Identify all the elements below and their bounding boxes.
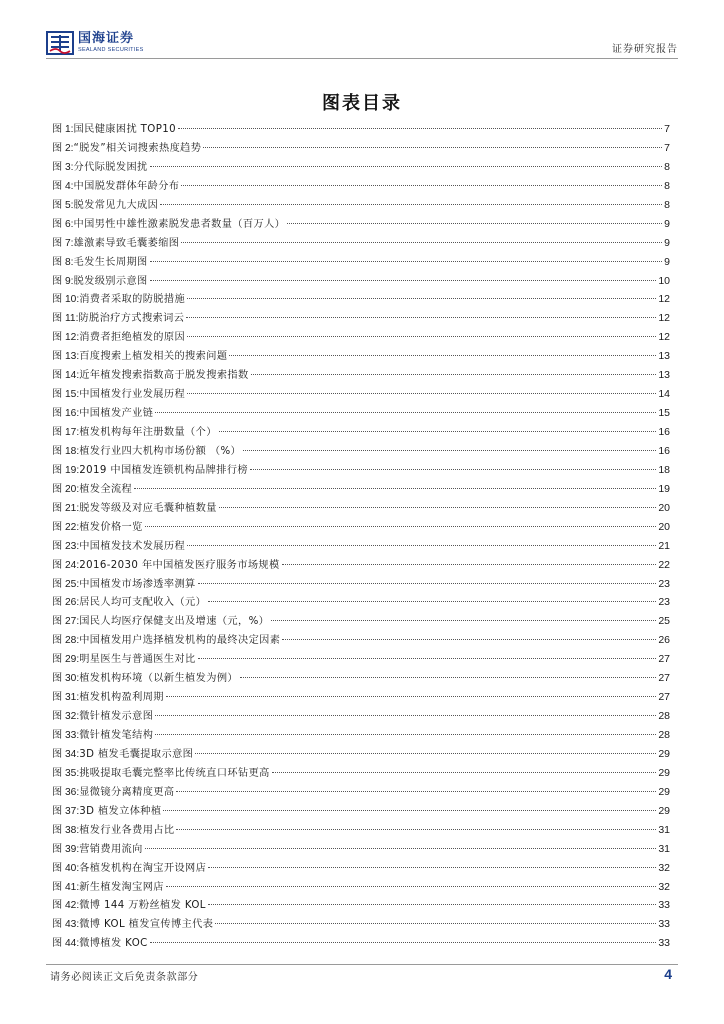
toc-page-number: 27 (658, 672, 670, 685)
toc-figure-number: 图 13: (52, 351, 80, 363)
toc-entry[interactable] (52, 631, 670, 650)
toc-figure-title: 脱发常见九大成因 (73, 199, 159, 211)
toc-entry[interactable] (52, 593, 670, 612)
toc-figure-title: 植发机构环境（以新生植发为例） (79, 673, 238, 685)
toc-dot-leader (150, 166, 663, 167)
toc-dot-leader (150, 942, 657, 943)
toc-dot-leader (287, 223, 662, 224)
toc-figure-title: 植发行业四大机构市场份额 （%） (79, 445, 242, 457)
toc-dot-leader (155, 412, 656, 413)
toc-figure-title: 国民人均医疗保健支出及增速（元，%） (79, 616, 270, 628)
toc-figure-number: 图 28: (52, 635, 80, 647)
toc-figure-title: 新生植发淘宝网店 (79, 881, 164, 893)
toc-dot-leader (150, 261, 663, 262)
toc-dot-leader (208, 867, 656, 868)
toc-page-number: 7 (664, 141, 670, 154)
toc-figure-number: 图 20: (52, 483, 80, 495)
toc-figure-number: 图 15: (52, 389, 80, 401)
toc-page-number: 16 (658, 444, 670, 457)
toc-entry[interactable] (52, 650, 670, 669)
toc-entry[interactable] (52, 366, 670, 385)
toc-entry[interactable] (52, 215, 670, 234)
toc-entry[interactable] (52, 328, 670, 347)
page-title: 图表目录 (322, 93, 402, 114)
toc-entry[interactable] (52, 575, 670, 594)
toc-page-number: 29 (658, 766, 670, 779)
toc-figure-number: 图 2: (52, 142, 74, 154)
toc-figure-number: 图 17: (52, 427, 80, 438)
toc-figure-title: 中国植发产业链 (79, 408, 154, 420)
toc-dot-leader (240, 677, 656, 678)
toc-figure-title: 微博 KOL 植发宣传博主代表 (79, 919, 214, 931)
toc-figure-title: 近年植发搜索指数高于脱发搜索指数 (79, 370, 249, 382)
toc-figure-number: 图 4: (52, 180, 74, 192)
toc-figure-title: 植发机构盈利周期 (79, 692, 164, 704)
toc-figure-title: 挑吸提取毛囊完整率比传统直口环钻更高 (79, 767, 270, 779)
page-header (46, 28, 678, 58)
toc-entry[interactable] (52, 783, 670, 802)
toc-entry[interactable] (52, 272, 670, 291)
toc-entry[interactable] (52, 423, 670, 442)
toc-figure-title: 消费者采取的防脱措施 (79, 294, 186, 306)
toc-dot-leader (187, 336, 656, 337)
toc-dot-leader (186, 317, 656, 318)
toc-page-number: 21 (658, 539, 670, 552)
toc-page-number: 23 (658, 596, 670, 609)
toc-figure-number: 图 6: (52, 218, 74, 230)
toc-dot-leader (176, 829, 656, 830)
toc-entry[interactable] (52, 234, 670, 253)
toc-entry[interactable] (52, 859, 670, 878)
toc-figure-number: 图 43: (52, 919, 80, 931)
toc-figure-number: 图 23: (52, 540, 80, 552)
header-divider (46, 58, 678, 59)
toc-entry[interactable] (52, 745, 670, 764)
toc-page-number: 13 (658, 369, 670, 382)
toc-dot-leader (282, 564, 657, 565)
toc-figure-number: 图 9: (52, 275, 74, 287)
toc-figure-title: 消费者拒绝植发的原因 (79, 332, 186, 344)
toc-page-number: 32 (658, 880, 670, 893)
toc-figure-title: 中国植发行业发展历程 (79, 389, 186, 401)
toc-entry[interactable] (52, 802, 670, 821)
toc-entry[interactable] (52, 461, 670, 480)
toc-dot-leader (243, 450, 656, 451)
toc-entry[interactable] (52, 385, 670, 404)
toc-figure-title: 2016-2030 年中国植发医疗服务市场规模 (79, 559, 280, 571)
toc-page-number: 28 (658, 729, 670, 741)
toc-entry[interactable] (52, 139, 670, 158)
toc-page-number: 25 (658, 615, 670, 628)
toc-page-number: 14 (658, 388, 670, 401)
toc-figure-number: 图 29: (52, 654, 80, 666)
footer-disclaimer: 请务必阅读正文后免责条款部分 (50, 972, 199, 983)
toc-entry[interactable] (52, 196, 670, 215)
toc-page-number: 10 (658, 274, 670, 287)
toc-figure-title: 分代际脱发困扰 (73, 161, 148, 173)
toc-figure-title: 微针植发示意图 (79, 711, 154, 723)
toc-figure-number: 图 11: (52, 313, 79, 325)
toc-figure-number: 图 1: (52, 124, 74, 135)
toc-page-number: 8 (664, 160, 670, 173)
toc-dot-leader (250, 469, 656, 470)
toc-dot-leader (198, 658, 657, 659)
toc-entry[interactable] (52, 934, 670, 953)
toc-dot-leader (176, 791, 656, 792)
toc-dot-leader (134, 488, 656, 489)
toc-figure-title: 中国植发技术发展历程 (79, 540, 186, 552)
toc-figure-title: 营销费用流向 (79, 843, 143, 855)
toc-page-number: 29 (658, 747, 670, 760)
toc-dot-leader (181, 242, 662, 243)
toc-figure-title: 微博植发 KOC (79, 938, 148, 950)
toc-dot-leader (160, 204, 662, 205)
toc-page-number: 19 (658, 482, 670, 495)
toc-entry[interactable] (52, 253, 670, 272)
company-logo (46, 28, 144, 58)
toc-entry[interactable] (52, 688, 670, 707)
toc-figure-number: 图 31: (52, 692, 80, 704)
toc-figure-number: 图 22: (52, 521, 80, 533)
toc-figure-title: 防脱治疗方式搜索词云 (78, 313, 185, 325)
toc-page-number: 9 (664, 255, 670, 268)
toc-figure-title: 中国男性中雄性激素脱发患者数量（百万人） (73, 218, 286, 230)
toc-entry[interactable] (52, 499, 670, 518)
toc-figure-number: 图 14: (52, 370, 80, 382)
toc-figure-title: 中国脱发群体年龄分布 (73, 180, 180, 192)
toc-figure-number: 图 10: (52, 294, 80, 306)
toc-page-number: 16 (658, 426, 670, 438)
toc-page-number: 32 (658, 861, 670, 874)
toc-entry[interactable] (52, 612, 670, 631)
toc-dot-leader (208, 601, 656, 602)
toc-page-number: 29 (658, 785, 670, 798)
toc-figure-number: 图 44: (52, 938, 80, 950)
toc-page-number: 20 (658, 520, 670, 533)
toc-page-number: 12 (658, 331, 670, 344)
toc-page-number: 12 (658, 312, 670, 325)
page-number: 4 (664, 966, 672, 982)
toc-page-number: 27 (658, 653, 670, 666)
toc-figure-number: 图 7: (52, 237, 74, 249)
toc-page-number: 23 (658, 577, 670, 590)
toc-figure-title: 明星医生与普通医生对比 (79, 654, 196, 666)
toc-figure-number: 图 16: (52, 408, 80, 420)
toc-figure-number: 图 41: (52, 881, 80, 893)
toc-page-number: 15 (658, 407, 670, 420)
footer-divider (46, 964, 678, 965)
toc-dot-leader (229, 355, 656, 356)
toc-entry[interactable] (52, 878, 670, 897)
toc-figure-number: 图 24: (52, 559, 80, 571)
logo-english-name: SEALAND SECURITIES (78, 47, 144, 54)
toc-figure-number: 图 19: (52, 464, 80, 476)
toc-entry[interactable] (52, 309, 670, 328)
toc-dot-leader (166, 886, 656, 887)
toc-entry[interactable] (52, 177, 670, 196)
toc-entry[interactable] (52, 707, 670, 726)
toc-page-number: 13 (658, 350, 670, 363)
toc-dot-leader (187, 545, 656, 546)
toc-dot-leader (215, 923, 656, 924)
logo-chinese-name: 国海证券 (78, 31, 135, 47)
toc-dot-leader (150, 280, 657, 281)
toc-entry[interactable] (52, 726, 670, 745)
table-of-figures (52, 120, 670, 953)
toc-page-number: 27 (658, 691, 670, 704)
toc-figure-title: 微针植发笔结构 (79, 730, 154, 741)
report-type-label: 证券研究报告 (612, 44, 678, 55)
toc-figure-title: 百度搜索上植发相关的搜索问题 (79, 351, 228, 363)
toc-figure-number: 图 3: (52, 161, 74, 173)
toc-figure-title: 中国植发市场渗透率测算 (79, 578, 196, 590)
toc-entry[interactable] (52, 669, 670, 688)
toc-page-number: 33 (658, 937, 670, 950)
toc-page-number: 20 (658, 501, 670, 514)
toc-page-number: 8 (664, 179, 670, 192)
toc-figure-title: 微博 144 万粉丝植发 KOL (79, 900, 206, 912)
toc-figure-title: 植发价格一览 (79, 521, 143, 533)
toc-entry[interactable] (52, 480, 670, 499)
toc-figure-number: 图 34: (52, 748, 80, 760)
toc-figure-number: 图 8: (52, 256, 74, 268)
sealand-logo-icon (46, 30, 74, 56)
toc-figure-number: 图 25: (52, 578, 80, 590)
toc-page-number: 33 (658, 918, 670, 931)
toc-dot-leader (178, 128, 662, 129)
toc-figure-title: 居民人均可支配收入（元） (79, 597, 207, 609)
toc-page-number: 9 (664, 236, 670, 249)
toc-entry[interactable] (52, 896, 670, 915)
toc-entry[interactable] (52, 518, 670, 537)
toc-entry[interactable] (52, 537, 670, 556)
toc-figure-number: 图 36: (52, 786, 80, 798)
toc-entry[interactable] (52, 915, 670, 934)
toc-entry[interactable] (52, 442, 670, 461)
toc-page-number: 31 (658, 823, 670, 836)
toc-page-number: 18 (658, 463, 670, 476)
toc-figure-number: 图 39: (52, 843, 80, 855)
toc-figure-title: 国民健康困扰 TOP10 (73, 124, 177, 135)
toc-dot-leader (219, 431, 656, 432)
toc-page-number: 29 (658, 804, 670, 817)
toc-page-number: 22 (658, 558, 670, 571)
toc-figure-title: 雄激素导致毛囊萎缩图 (73, 237, 180, 249)
toc-figure-title: 3D 植发立体种植 (79, 805, 162, 817)
toc-dot-leader (155, 715, 656, 716)
toc-dot-leader (203, 147, 662, 148)
toc-figure-title: 脱发级别示意图 (73, 275, 148, 287)
toc-figure-title: 2019 中国植发连锁机构品牌排行榜 (79, 464, 248, 476)
toc-figure-number: 图 30: (52, 673, 80, 685)
toc-dot-leader (155, 734, 656, 735)
toc-entry[interactable] (52, 347, 670, 366)
toc-figure-number: 图 35: (52, 767, 80, 779)
toc-page-number: 33 (658, 899, 670, 912)
toc-figure-title: 毛发生长周期图 (73, 256, 148, 268)
toc-entry[interactable] (52, 556, 670, 575)
toc-figure-number: 图 42: (52, 900, 80, 912)
toc-figure-number: 图 27: (52, 616, 80, 628)
toc-figure-title: “脱发”相关词搜索热度趋势 (73, 142, 202, 154)
toc-figure-number: 图 18: (52, 445, 80, 457)
toc-figure-number: 图 5: (52, 199, 74, 211)
toc-dot-leader (251, 374, 657, 375)
toc-entry[interactable] (52, 290, 670, 309)
toc-dot-leader (187, 298, 656, 299)
toc-figure-title: 脱发等级及对应毛囊种植数量 (79, 502, 217, 514)
toc-dot-leader (163, 810, 656, 811)
toc-figure-number: 图 37: (52, 805, 80, 817)
toc-dot-leader (208, 904, 656, 905)
toc-entry[interactable] (52, 821, 670, 840)
toc-figure-number: 图 33: (52, 730, 80, 741)
toc-dot-leader (282, 639, 656, 640)
toc-page-number: 31 (658, 842, 670, 855)
toc-entry[interactable] (52, 120, 670, 139)
toc-figure-number: 图 40: (52, 862, 80, 874)
toc-figure-number: 图 32: (52, 711, 80, 723)
toc-figure-title: 植发行业各费用占比 (79, 824, 175, 836)
toc-entry[interactable] (52, 840, 670, 859)
toc-figure-number: 图 12: (52, 332, 80, 344)
toc-figure-number: 图 26: (52, 597, 80, 609)
toc-figure-title: 各植发机构在淘宝开设网店 (79, 862, 207, 874)
toc-dot-leader (271, 620, 656, 621)
toc-entry[interactable] (52, 404, 670, 423)
toc-figure-title: 植发全流程 (79, 483, 133, 495)
toc-page-number: 7 (664, 123, 670, 135)
toc-figure-title: 显微镜分离精度更高 (79, 786, 175, 798)
toc-figure-title: 中国植发用户选择植发机构的最终决定因素 (79, 635, 281, 647)
toc-entry[interactable] (52, 764, 670, 783)
toc-dot-leader (145, 848, 657, 849)
toc-dot-leader (195, 753, 656, 754)
toc-figure-number: 图 38: (52, 824, 80, 836)
toc-page-number: 8 (664, 198, 670, 211)
toc-dot-leader (166, 696, 656, 697)
toc-figure-number: 图 21: (52, 502, 80, 514)
toc-dot-leader (272, 772, 657, 773)
toc-figure-title: 3D 植发毛囊提取示意图 (79, 748, 194, 760)
toc-page-number: 9 (664, 217, 670, 230)
toc-dot-leader (187, 393, 656, 394)
toc-dot-leader (198, 583, 657, 584)
toc-page-number: 12 (658, 293, 670, 306)
toc-page-number: 28 (658, 710, 670, 723)
toc-dot-leader (181, 185, 662, 186)
toc-entry[interactable] (52, 158, 670, 177)
toc-figure-title: 植发机构每年注册数量（个） (79, 427, 217, 438)
toc-dot-leader (145, 526, 657, 527)
toc-page-number: 26 (658, 634, 670, 647)
toc-dot-leader (219, 507, 656, 508)
